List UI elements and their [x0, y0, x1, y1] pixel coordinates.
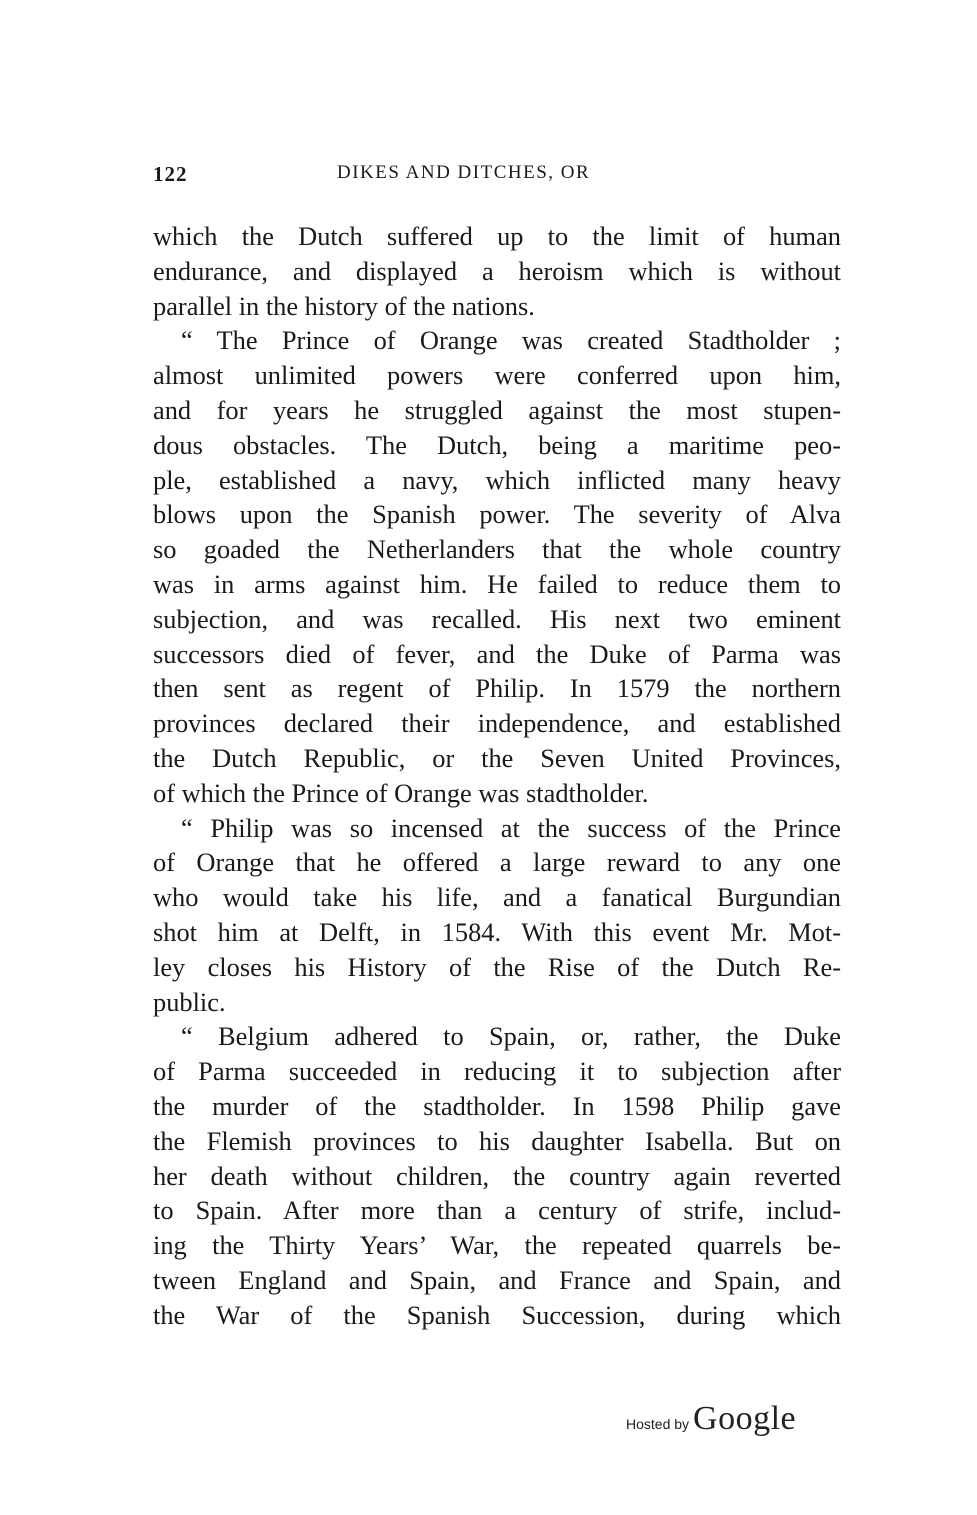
text-line: to Spain. After more than a century of strife, includ- [153, 1195, 841, 1226]
text-line: who would take his life, and a fanatical Burgundian [153, 882, 841, 913]
text-line: the murder of the stadtholder. In 1598 Philip gave [153, 1090, 841, 1121]
running-title: DIKES AND DITCHES, OR [337, 162, 591, 183]
google-logo-text: Google [693, 1400, 797, 1437]
hosted-by-google-watermark [626, 1400, 836, 1440]
text-line: of which the Prince of Orange was stadtholder. [153, 777, 649, 808]
text-line: “ The Prince of Orange was created Stadtholder ; [181, 325, 841, 356]
text-line: of Parma succeeded in reducing it to subjection after [153, 1056, 841, 1087]
text-line: the Flemish provinces to his daughter Isabella. But on [153, 1125, 841, 1156]
text-line: shot him at Delft, in 1584. With this event Mr. Mot- [153, 916, 841, 947]
text-line: endurance, and displayed a heroism which is without [153, 255, 841, 286]
text-line: the War of the Spanish Succession, during which [153, 1299, 841, 1330]
text-line: “ Belgium adhered to Spain, or, rather, the Duke [181, 1021, 841, 1052]
text-line: was in arms against him. He failed to reduce them to [153, 568, 841, 599]
page-number: 122 [153, 162, 188, 186]
text-line: then sent as regent of Philip. In 1579 the northern [153, 673, 841, 704]
text-line: provinces declared their independence, and established [153, 708, 841, 739]
text-line: tween England and Spain, and France and Spain, and [153, 1264, 841, 1295]
text-line: almost unlimited powers were conferred upon him, [153, 360, 841, 391]
hosted-by-label: Hosted by [626, 1416, 690, 1432]
text-line: ley closes his History of the Rise of the Dutch Re- [153, 951, 841, 982]
body-text [153, 219, 841, 1333]
text-line: which the Dutch suffered up to the limit of human [153, 221, 841, 251]
text-line: ple, established a navy, which inflicted many heavy [153, 464, 841, 495]
text-line: the Dutch Republic, or the Seven United Provinces, [153, 742, 841, 773]
text-line: of Orange that he offered a large reward to any one [153, 847, 841, 878]
text-line: her death without children, the country again reverted [153, 1160, 841, 1191]
text-line: blows upon the Spanish power. The severity of Alva [153, 499, 841, 530]
text-line: and for years he struggled against the most stupen- [153, 394, 841, 425]
text-line: dous obstacles. The Dutch, being a maritime peo- [153, 429, 841, 460]
text-line: successors died of fever, and the Duke of Parma was [153, 638, 841, 669]
text-line: so goaded the Netherlanders that the whole country [153, 534, 841, 565]
text-line: parallel in the history of the nations. [153, 290, 535, 321]
text-line: subjection, and was recalled. His next two eminent [153, 603, 841, 634]
text-line: ing the Thirty Years’ War, the repeated quarrels be- [153, 1230, 841, 1261]
running-head [153, 162, 841, 192]
text-line: public. [153, 986, 226, 1017]
text-line: “ Philip was so incensed at the success of the Prince [181, 812, 841, 843]
